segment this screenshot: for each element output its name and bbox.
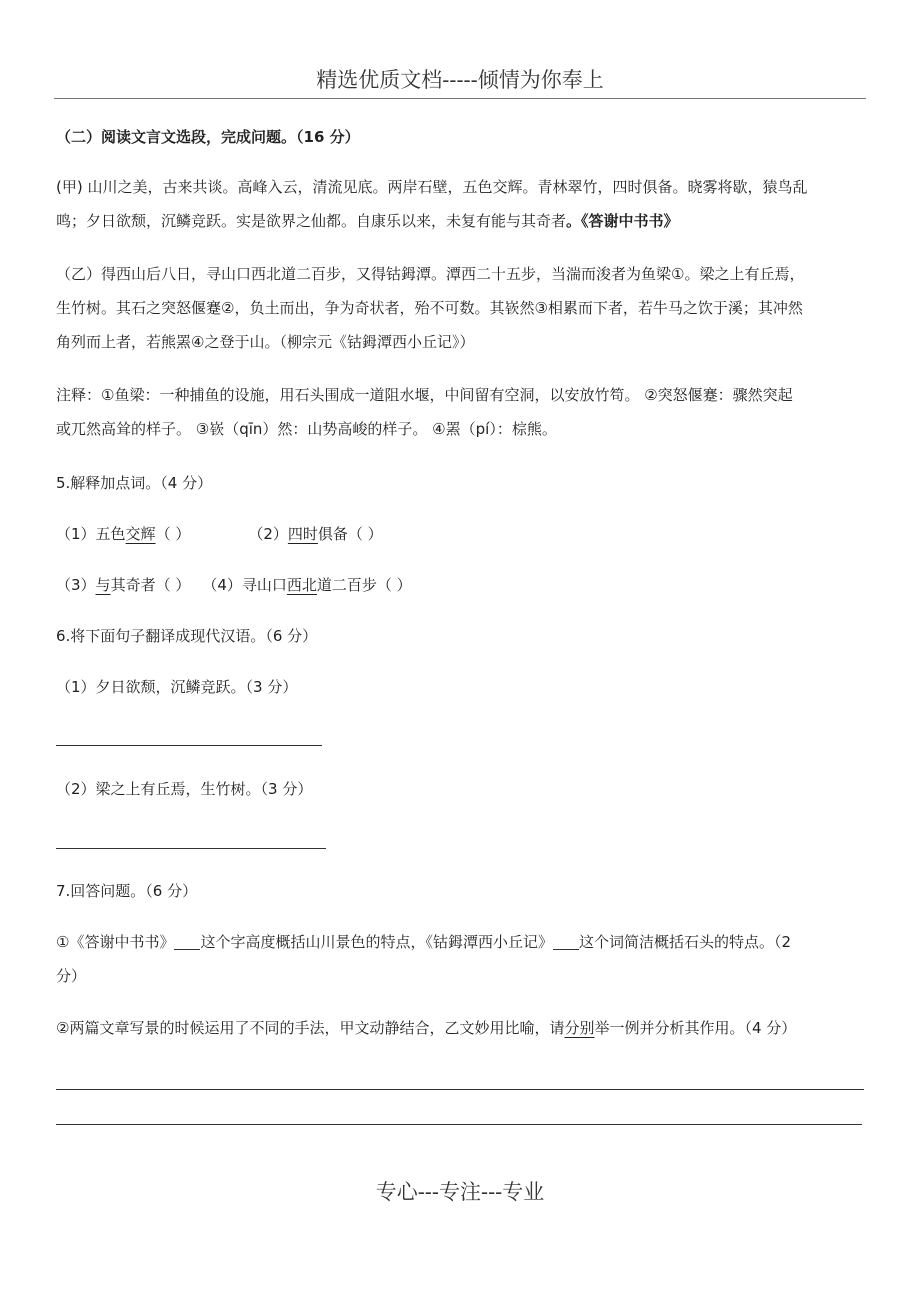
page-header: 精选优质文档-----倾情为你奉上 (316, 68, 604, 92)
q5-dotted-word: 四时 (287, 525, 318, 543)
passage-b-line: 角列而上者，若熊罴④之登于山。（柳宗元《钴鉧潭西小丘记》） (56, 333, 475, 351)
q5-dotted-word: 西北 (286, 576, 317, 594)
q6-title: 6.将下面句子翻译成现代汉语。（6 分） (56, 627, 318, 645)
q5-dotted-word: 交辉 (125, 525, 156, 543)
q5-row-1 (56, 517, 868, 551)
q5-item-text: （2） (248, 525, 288, 543)
q5-answer-bracket: 道二百步（ ） (316, 576, 412, 594)
page-footer: 专心---专注---专业 (375, 1180, 545, 1204)
q7-sub-2 (56, 1011, 868, 1045)
passage-a (56, 170, 868, 238)
q5-item-1 (56, 525, 190, 543)
answer-line[interactable] (56, 1089, 864, 1090)
q5-dotted-word: 与 (95, 576, 111, 594)
q7-underlined-word: 分别 (564, 1019, 595, 1037)
answer-line[interactable] (56, 745, 322, 746)
answer-line[interactable] (56, 848, 326, 849)
q7-text: ②两篇文章写景的时候运用了不同的手法，甲文动静结合，乙文妙用比喻，请 (56, 1019, 565, 1037)
q6-sub-2: （2）梁之上有丘焉，生竹树。（3 分） (56, 780, 313, 798)
q5-answer-bracket: 其奇者（ ） (110, 576, 191, 594)
notes-line: 或兀然高耸的样子。 ③嵚（qīn）然：山势高峻的样子。 ④罴（pí）：棕熊。 (56, 420, 557, 438)
q5-title: 5.解释加点词。（4 分） (56, 474, 213, 492)
passage-b (56, 257, 868, 359)
answer-line[interactable] (56, 1124, 862, 1125)
fill-blank[interactable] (553, 933, 579, 950)
q7-text: ①《答谢中书书》 (56, 933, 175, 951)
q5-row-2 (56, 568, 868, 602)
q7-text: 这个词简洁概括石头的特点。（2 (578, 933, 792, 951)
q6-sub-1: （1）夕日欲颓，沉鳞竞跃。（3 分） (56, 678, 298, 696)
q7-sub-1-line (56, 925, 868, 959)
q7-text: 这个字高度概括山川景色的特点，《钴鉧潭西小丘记》 (200, 933, 553, 951)
passage-a-source: 。《答谢中书书》 (566, 212, 679, 230)
q5-item-3 (56, 576, 190, 594)
passage-b-line: （乙）得西山后八日，寻山口西北道二百步，又得钴鉧潭。潭西二十五步，当湍而浚者为鱼梁①。梁之上有丘焉， (56, 265, 805, 283)
q5-item-4 (202, 576, 411, 594)
passage-b-line: 生竹树。其石之突怒偃蹇②，负土而出，争为奇状者，殆不可数。其嵚然③相累而下者，若牛马之饮于溪；其冲然 (56, 299, 803, 317)
passage-a-text: 鸣；夕日欲颓，沉鳞竞跃。实是欲界之仙都。自康乐以来，未复有能与其奇者 (56, 212, 567, 230)
q7-sub-1-line: 分） (56, 967, 87, 985)
q5-item-2 (248, 525, 382, 543)
q7-title: 7.回答问题。（6 分） (56, 882, 198, 900)
q7-sub-1 (56, 925, 868, 993)
section-title: （二）阅读文言文选段，完成问题。（16 分） (56, 128, 360, 146)
passage-a-line: (甲) 山川之美，古来共谈。高峰入云，清流见底。两岸石壁，五色交辉。青林翠竹，四时俱备。晓雾将歇，猿鸟乱 (56, 178, 808, 196)
q5-answer-bracket: 俱备（ ） (317, 525, 383, 543)
q5-item-text: （4）寻山口 (202, 576, 287, 594)
q5-answer-bracket: （ ） (155, 525, 191, 543)
header-rule (54, 98, 866, 99)
passage-a-line (56, 204, 868, 238)
q7-text: 举一例并分析其作用。（4 分） (594, 1019, 797, 1037)
q5-item-text: （1）五色 (56, 525, 126, 543)
q5-item-text: （3） (56, 576, 96, 594)
notes (56, 378, 868, 446)
fill-blank[interactable] (174, 933, 200, 950)
notes-line: 注释：①鱼梁：一种捕鱼的设施，用石头围成一道阻水堰，中间留有空洞，以安放竹笱。 ②突怒偃蹇：骤然突起 (56, 386, 793, 404)
